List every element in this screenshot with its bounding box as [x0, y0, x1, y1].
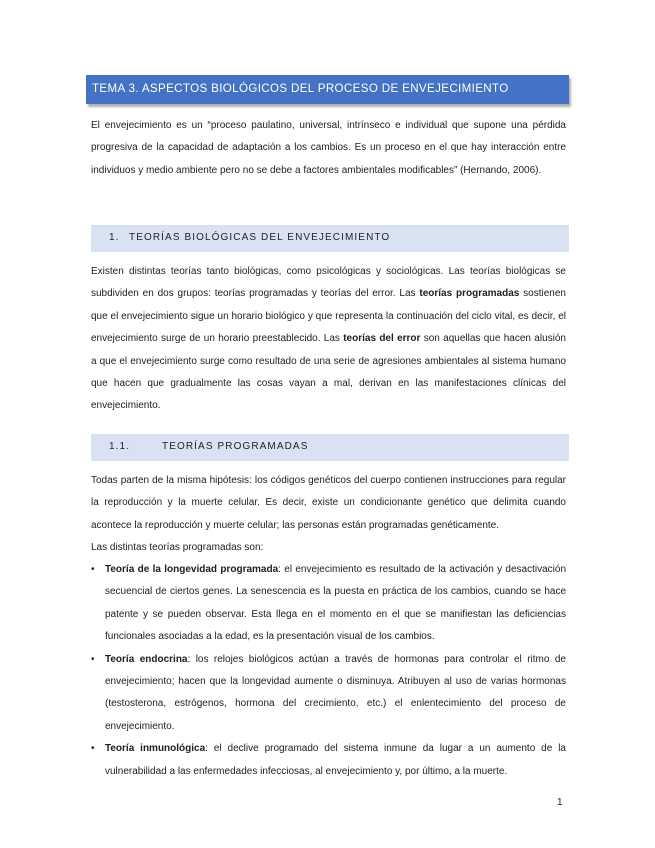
section-1-1-number: 1.1. — [109, 441, 131, 452]
list-item-text: : el envejecimiento es resultado de la activación y desactivación secuencial de ciertos genes. La senescencia es la puesta en práctica de los cambios, cuando se hace patente y se pueden observar. Esta llega en el momento en el que se manifiestan las deficiencias funcionales asociadas a la edad, es la presentación visual de los cambios. — [105, 564, 567, 643]
section-1-text-start: Existen distintas teorías tanto biológicas, como psicológicas y sociológicas. Las teorías biológicas se subdividen en dos grupos: teorías programadas y teorías del error. Las — [91, 266, 566, 300]
list-item-term: Teoría endocrina — [105, 653, 188, 665]
bullet-icon: • — [91, 653, 95, 665]
section-1-1-header — [91, 434, 569, 461]
section-1-number: 1. — [109, 232, 120, 243]
list-item-term: Teoría de la longevidad programada — [105, 564, 279, 575]
term-teorias-programadas: teorías programadas — [419, 288, 520, 300]
section-1-1-paragraph: Todas parten de la misma hipótesis: los códigos genéticos del cuerpo contienen instrucciones para regular la reproducción y la muerte celular. Es decir, existe un condicionante genético que delimita cuando acontece la reproducción y muerte celular; las personas están programadas genéticamente. — [91, 475, 566, 531]
section-1-1-list-intro: Las distintas teorías programadas son: — [91, 542, 264, 553]
term-teorias-del-error: teorías del error — [343, 333, 421, 345]
page-number: 1 — [557, 797, 563, 808]
list-item — [91, 649, 566, 739]
list-item-text: : el declive programado del sistema inmune da lugar a un aumento de la vulnerabilidad a las enfermedades infecciosas, al envejecimiento y, por último, a la muerte. — [105, 743, 566, 777]
theories-list — [91, 559, 566, 783]
title-banner — [86, 75, 569, 104]
section-1-header — [91, 225, 569, 252]
list-item-text: : los relojes biológicos actúan a través de hormonas para controlar el ritmo de envejecimiento; hacen que la longevidad aumente o disminuya. Atribuyen al uso de varias hormonas (testosterona, estrógenos, hormona del crecimiento, etc.) el enlentecimiento del proceso de envejecimiento. — [105, 653, 566, 732]
list-item-term: Teoría inmunológica — [105, 743, 206, 755]
bullet-icon: • — [91, 564, 95, 575]
list-item — [91, 559, 566, 649]
intro-paragraph: El envejecimiento es un “proceso paulatino, universal, intrínseco e individual que supone una pérdida progresiva de la capacidad de adaptación a los cambios. Es un proceso en el que hay interacción entre individuos y medio ambiente pero no se debe a factores ambientales modificables” (Hernando, 2006). — [91, 120, 566, 176]
page-title: TEMA 3. ASPECTOS BIOLÓGICOS DEL PROCESO DE ENVEJECIMIENTO — [92, 82, 509, 95]
section-1-title: TEORÍAS BIOLÓGICAS DEL ENVEJECIMIENTO — [129, 232, 391, 243]
bullet-icon: • — [91, 743, 95, 755]
section-1-text-end: son aquellas que hacen alusión a que el envejecimiento surge como resultado de una serie de agresiones ambientales al sistema humano que hacen que gradualmente las cosas vayan a mal, derivan en las manifestaciones clínicas del envejecimiento. — [91, 333, 566, 412]
list-item — [91, 738, 566, 783]
section-1-paragraph — [91, 261, 566, 418]
section-1-1-title: TEORÍAS PROGRAMADAS — [162, 441, 309, 452]
section-1-text-mid: sostienen que el envejecimiento sigue un horario biológico y que representa la continuación del ciclo vital, es decir, el envejecimiento surge de un horario preestablecido. Las — [91, 288, 566, 345]
